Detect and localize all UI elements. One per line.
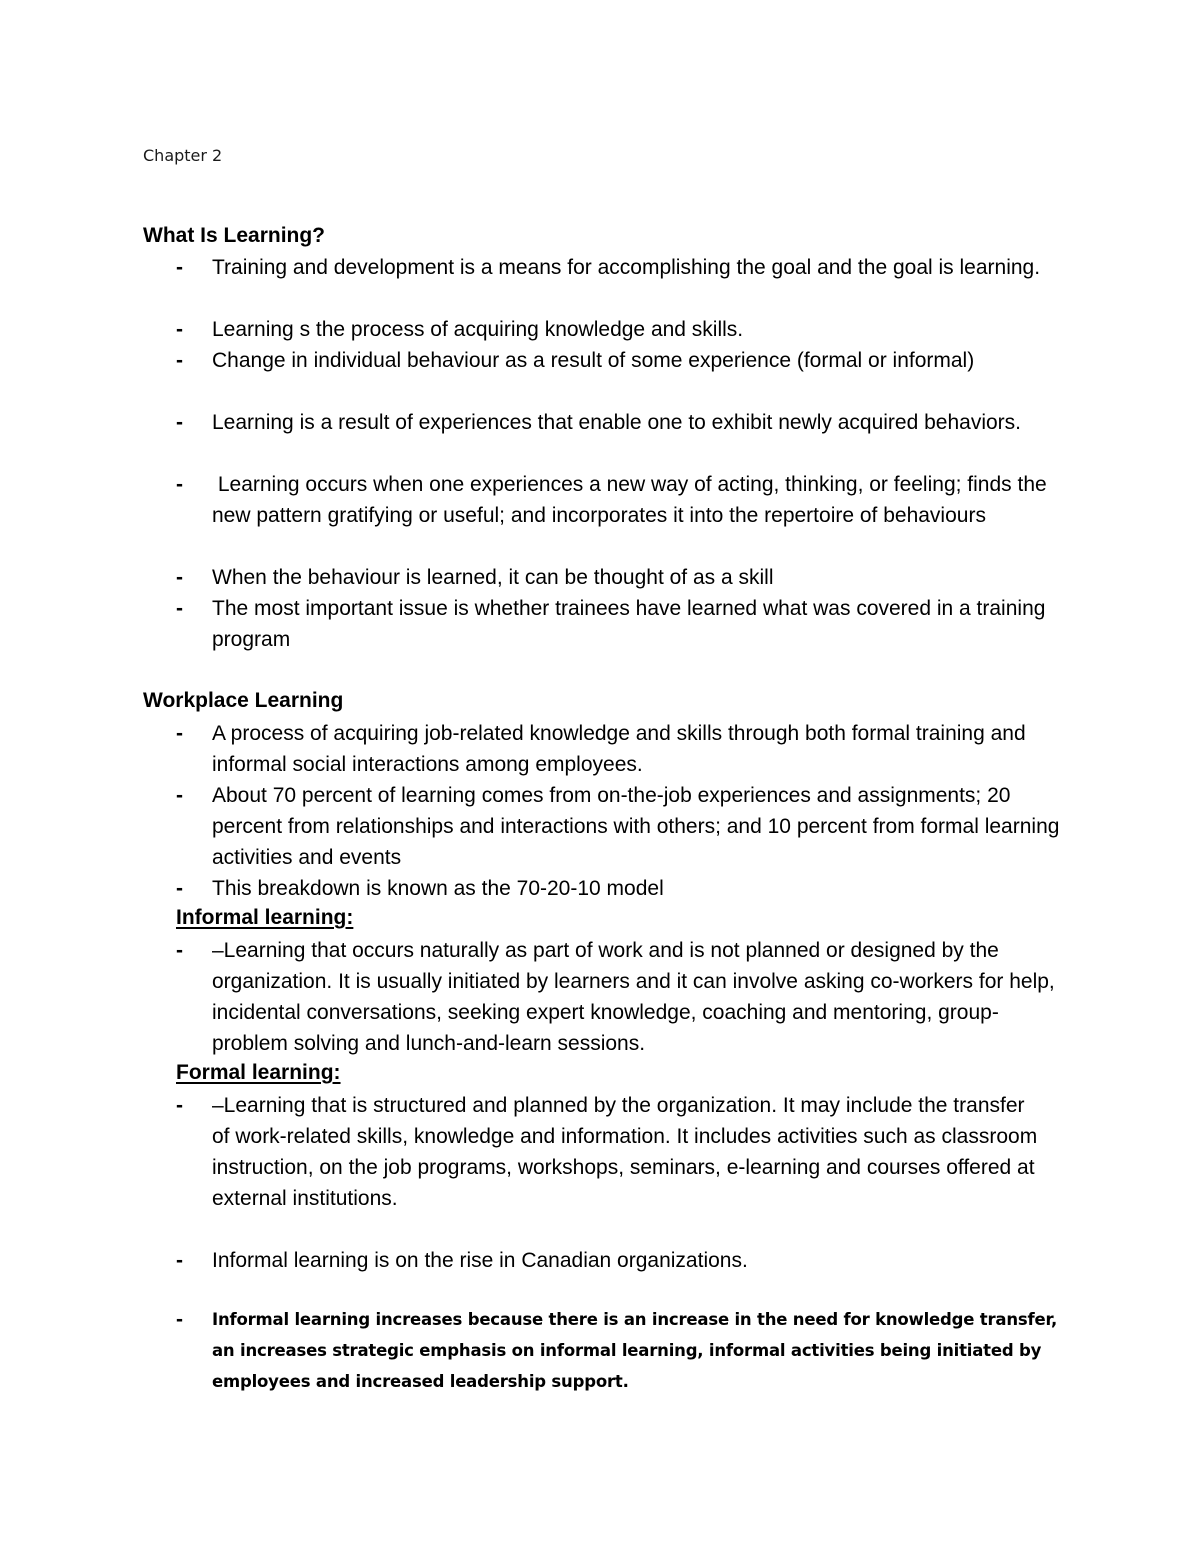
list-item-text: Training and development is a means for accomplishing the goal and the goal is learning. — [212, 256, 1041, 279]
bullet-marker: - — [176, 349, 183, 372]
list-item — [176, 1245, 1076, 1276]
list-item — [176, 1090, 1076, 1214]
list-item-text: Learning s the process of acquiring knowledge and skills. — [212, 318, 744, 341]
bullet-marker: - — [176, 784, 183, 807]
bullet-marker: - — [176, 1308, 183, 1331]
list-item — [176, 252, 1076, 283]
list-item — [176, 593, 1076, 655]
bullet-marker: - — [176, 473, 183, 496]
list-item-text: This breakdown is known as the 70-20-10 model — [212, 877, 664, 900]
heading-formal-learning: Formal learning: — [176, 1061, 341, 1084]
list-item — [176, 407, 1076, 438]
bullet-marker: - — [176, 318, 183, 341]
list-item-text: Change in individual behaviour as a result of some experience (formal or informal) — [212, 349, 975, 372]
list-item-text: Informal learning is on the rise in Canadian organizations. — [212, 1249, 748, 1272]
list-item-text: About 70 percent of learning comes from on-the-job experiences and assignments; 20 percent from relationships and interactions with others; and 10 percent from formal learning activities and events — [212, 784, 1060, 869]
list-item — [176, 345, 1076, 376]
list-item-text: Informal learning increases because there is an increase in the need for knowledge transfer, an increases strategic emphasis on informal learning, informal activities being initiated by employees and increased leadership support. — [212, 1310, 1058, 1391]
list-item — [176, 780, 1076, 873]
list-item-text: –Learning that is structured and planned by the organization. It may include the transfer of work-related skills, knowledge and information. It includes activities such as classroom instruction, on the job programs, workshops, seminars, e-learning and courses offered at external institutions. — [212, 1094, 1038, 1210]
list-item — [176, 935, 1076, 1059]
list-item-text: The most important issue is whether trainees have learned what was covered in a training program — [212, 597, 1046, 651]
bullet-marker: - — [176, 1249, 183, 1272]
heading-informal-learning: Informal learning: — [176, 906, 354, 929]
bullet-marker: - — [176, 597, 183, 620]
bullet-marker: - — [176, 1094, 183, 1117]
bullet-marker: - — [176, 256, 183, 279]
bullet-marker: - — [176, 722, 183, 745]
heading-what-is-learning: What Is Learning? — [143, 224, 326, 247]
list-item-text: A process of acquiring job-related knowledge and skills through both formal training and informal social interactions among employees. — [212, 722, 1026, 776]
bullet-marker: - — [176, 877, 183, 900]
list-item — [176, 562, 1076, 593]
list-item — [176, 314, 1076, 345]
bullet-marker: - — [176, 566, 183, 589]
list-item-text: –Learning that occurs naturally as part of work and is not planned or designed by the organization. It is usually initiated by learners and it can involve asking co-workers for help, incidental conversations, seeking expert knowledge, coaching and mentoring, group-problem solving and lunch-and-learn sessions. — [212, 939, 1055, 1055]
bullet-marker: - — [176, 939, 183, 962]
list-item-text: Learning is a result of experiences that enable one to exhibit newly acquired behaviors. — [212, 411, 1022, 434]
list-item-text: When the behaviour is learned, it can be thought of as a skill — [212, 566, 774, 589]
list-item — [176, 469, 1076, 531]
heading-workplace-learning: Workplace Learning — [143, 689, 344, 712]
list-item-text: Learning occurs when one experiences a new way of acting, thinking, or feeling; finds the new pattern gratifying or useful; and incorporates it into the repertoire of behaviours — [212, 473, 1053, 527]
list-item — [176, 873, 1076, 904]
chapter-label: Chapter 2 — [143, 146, 223, 165]
list-item — [176, 718, 1076, 780]
list-item — [176, 1304, 1076, 1397]
bullet-marker: - — [176, 411, 183, 434]
